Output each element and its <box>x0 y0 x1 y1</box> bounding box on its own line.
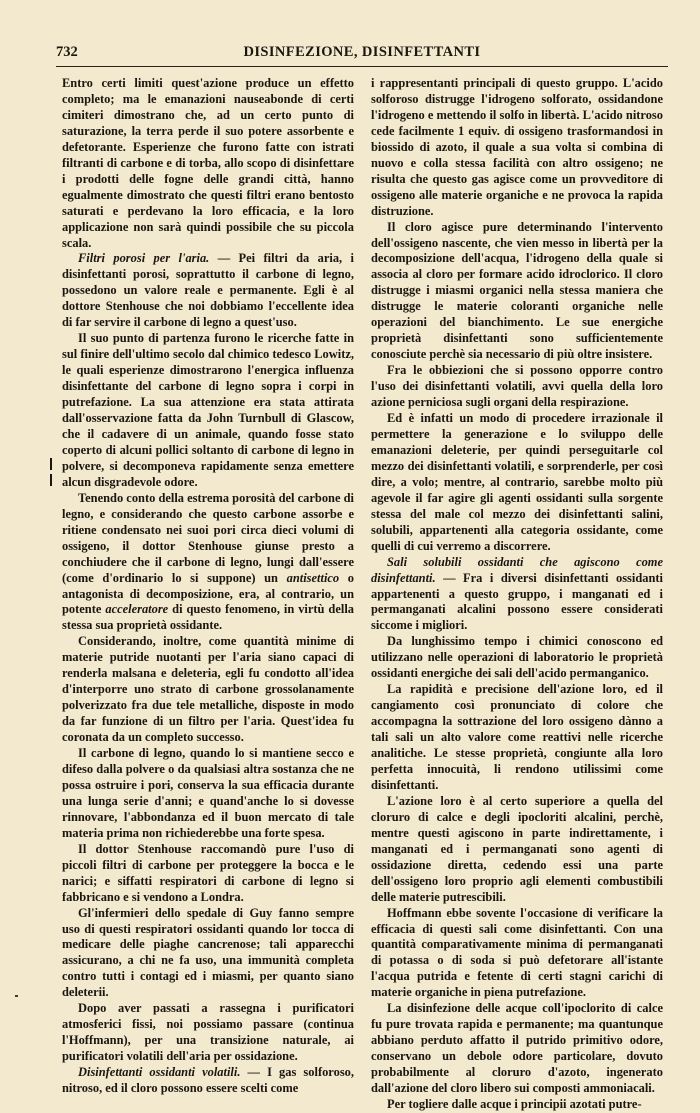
paragraph: Sali solubili ossidanti che agiscono come disinfettanti. — Fra i diversi disinfettanti ossidanti appartenenti a questo gruppo, i manganati ed i permanganati alcalini possono essere considerati siccome i migliori. <box>371 554 663 633</box>
section-heading: Sali solubili ossidanti che agiscono come disinfettanti. <box>371 554 663 585</box>
paragraph: L'azione loro è al certo superiore a quella del cloruro di calce e degli ipocloriti alcalini, perchè, mentre questi agiscono in parte indirettamente, i manganati ed i permanganati sono agenti di ossidazione diretta, cedendo essi una parte dell'ossigeno loro proprio agli elementi combustibili delle materie putrescibili. <box>371 793 663 904</box>
paragraph: Il carbone di legno, quando lo si mantiene secco e difeso dalla polvere o da qualsiasi altra sostanza che ne possa ostruire i pori, conserva la sua efficacia durante una lunga serie d'anni; e quand'anche lo si dovesse rinnovare, l'abbondanza ed il buon mercato di tale materia prima non richiederebbe una forte spesa. <box>62 746 354 840</box>
section-heading: Disinfettanti ossidanti volatili. <box>78 1065 241 1080</box>
running-title: DISINFEZIONE, DISINFETTANTI <box>243 44 481 60</box>
paragraph: Per togliere dalle acque i principii azotati putre- <box>387 1097 642 1111</box>
paragraph: Entro certi limiti quest'azione produce un effetto completo; ma le emanazioni nauseabonde di certi cimiteri dimostrano che, ad un certo punto di saturazione, la terra perde il suo potere assorbente e defetorante. Esperienze che furono fatte con istrati filtranti di carbone e di torba, allo scopo di disinfettare i prodotti delle fogne delle grandi città, hanno egualmente dimostrato che questi filtri erano bentosto saturati e perdevano la loro efficacia, e la loro applicazione non sarà quindi possibile che su piccola scala. <box>62 76 354 250</box>
header-rule <box>56 66 668 67</box>
paragraph: Da lunghissimo tempo i chimici conoscono ed utilizzano nelle operazioni di laboratorio le proprietà ossidanti energiche dei sali dell'acido permanganico. <box>371 634 663 681</box>
right-column <box>371 76 663 1111</box>
paragraph: Dopo aver passati a rassegna i purificatori atmosferici fissi, noi possiamo passare (continua l'Hoffmann), per una transizione naturale, ai purificatori volatili dell'aria per ossidazione. <box>62 1001 354 1064</box>
paragraph: Ed è infatti un modo di procedere irrazionale il permettere la generazione e lo sviluppo delle emanazioni deleterie, per quindi perseguitarle col mezzo dei disinfettanti volatili, e sorprenderle, per così dire, a volo; mentre, al contrario, sarebbe molto più agevole il far agire gli agenti ossidanti sulla sorgente stessa del male col mezzo dei disinfettanti salini, solubili, appartenenti alla categoria ossidante, come quelli di cui verremo a discorrere. <box>371 411 663 553</box>
paragraph: Hoffmann ebbe sovente l'occasione di verificare la efficacia di questi sali come disinfettanti. Con una quantità comparativamente minima di permanganati di potassa o di soda si può defetorare all'istante l'acqua putrida e fetente di certi stagni carichi di materie organiche in piena putrefazione. <box>371 905 663 1000</box>
paragraph: La disinfezione delle acque coll'ipoclorito di calce fu pure trovata rapida e permanente; ma quantunque abbiano perduto affatto il putrido primitivo odore, conservano un debole odore particolare, dovuto probabilmente al cloruro d'azoto, ingenerato dall'azione del cloro libero sui composti ammoniacali. <box>371 1001 663 1096</box>
paragraph: Tenendo conto della estrema porosità del carbone di legno, e considerando che questo carbone assorbe e ritiene condensato nei suoi pori circa dieci volumi di ossigeno, il dottor Stenhouse giunse presto a conchiudere che il carbone di legno, lungi dall'essere (come d'ordinario lo si suppone) un antisettico o antagonista di decomposizione, era, al contrario, un potente acceleratore di questo fenomeno, in virtù della stessa sua proprietà ossidante. <box>62 490 354 633</box>
section-heading: Filtri porosi per l'aria. <box>78 251 210 266</box>
left-column <box>62 76 354 1096</box>
paragraph: Considerando, inoltre, come quantità minime di materie putride nuotanti per l'aria siano capaci di renderla malsana e deleteria, egli fu condotto all'idea d'interporre uno strato di carbone grossolanamente polverizzato fra due tele metalliche, disposte in modo da far funzione di un filtro per l'aria. Quest'idea fu coronata da un completo successo. <box>62 634 354 745</box>
page-header <box>56 44 668 64</box>
paragraph: Gl'infermieri dello spedale di Guy fanno sempre uso di questi respiratori ossidanti quando lor tocca di medicare delle piaghe cancrenose; tali apparecchi assicurano, a chi ne fa uso, una immunità completa contro tutti i contagi ed i miasmi, per quanto siano deleterii. <box>62 905 354 1000</box>
paragraph: Il cloro agisce pure determinando l'intervento dell'ossigeno nascente, che vien messo in libertà per la decomposizione dell'acqua, l'idrogeno della quale si associa al cloro per formare acido idroclorico. Il cloro distrugge i miasmi organici nella stessa maniera che distrugge le materie coloranti organiche nelle operazioni del bianchimento. Le sue energiche proprietà disinfettanti sono sufficientemente conosciute perchè sia necessario di più oltre insistere. <box>371 219 663 362</box>
page-number: 732 <box>56 44 78 60</box>
paragraph: Fra le obbiezioni che si possono opporre contro l'uso dei disinfettanti volatili, avvi quella della loro azione perniciosa sugli organi della respirazione. <box>371 363 663 410</box>
margin-marks <box>50 458 54 490</box>
paragraph: i rappresentanti principali di questo gruppo. L'acido solforoso distrugge l'idrogeno solforato, ossidandone l'idrogeno e mettendo il solfo in libertà. L'acido nitroso cede facilmente 1 equiv. di ossigeno trasformandosi in biossido di azoto, il quale a sua volta si combina di nuovo e colla stessa facilità con altro ossigeno; ne risulta che questo gas agisce come un provveditore di ossigeno alle materie organiche e ne provoca la rapida distruzione. <box>371 76 663 218</box>
paragraph: Il dottor Stenhouse raccomandò pure l'uso di piccoli filtri di carbone per proteggere la bocca e le narici; e siffatti respiratori di carbone di legno si fabbricano e si vendono a Londra. <box>62 841 354 904</box>
paragraph: Disinfettanti ossidanti volatili. — I gas solforoso, nitroso, ed il cloro possono essere scelti come <box>62 1065 354 1096</box>
margin-speck <box>15 995 18 997</box>
paragraph: Filtri porosi per l'aria. — Pei filtri da aria, i disinfettanti porosi, soprattutto il carbone di legno, possedono un valore reale e permanente. Egli è al dottore Stenhouse che noi dobbiamo l'eccellente idea di far servire il carbone di legno a quest'uso. <box>62 251 354 330</box>
paragraph: La rapidità e precisione dell'azione loro, ed il cangiamento così pronunciato di colore che accompagna la sottrazione del loro ossigeno dànno a tali sali un alto valore come reattivi nelle ricerche analitiche. Le stesse proprietà, congiunte alla loro perfetta innocuità, li rendono utilissimi come disinfettanti. <box>371 682 663 792</box>
paragraph: Il suo punto di partenza furono le ricerche fatte in sul finire dell'ultimo secolo dal chimico tedesco Lowitz, le quali esperienze dimostrarono l'energica influenza disinfettante del carbone di legno sopra i corpi in putrefazione. La sua attenzione era stata attirata dall'osservazione fatta da John Turnbull di Glascow, che il cadavere di un animale, quando fosse stato coperto di alcuni pollici soltanto di carbone di legno in polvere, si decomponeva rapidamente senza emettere alcun disgradevole odore. <box>62 331 354 489</box>
